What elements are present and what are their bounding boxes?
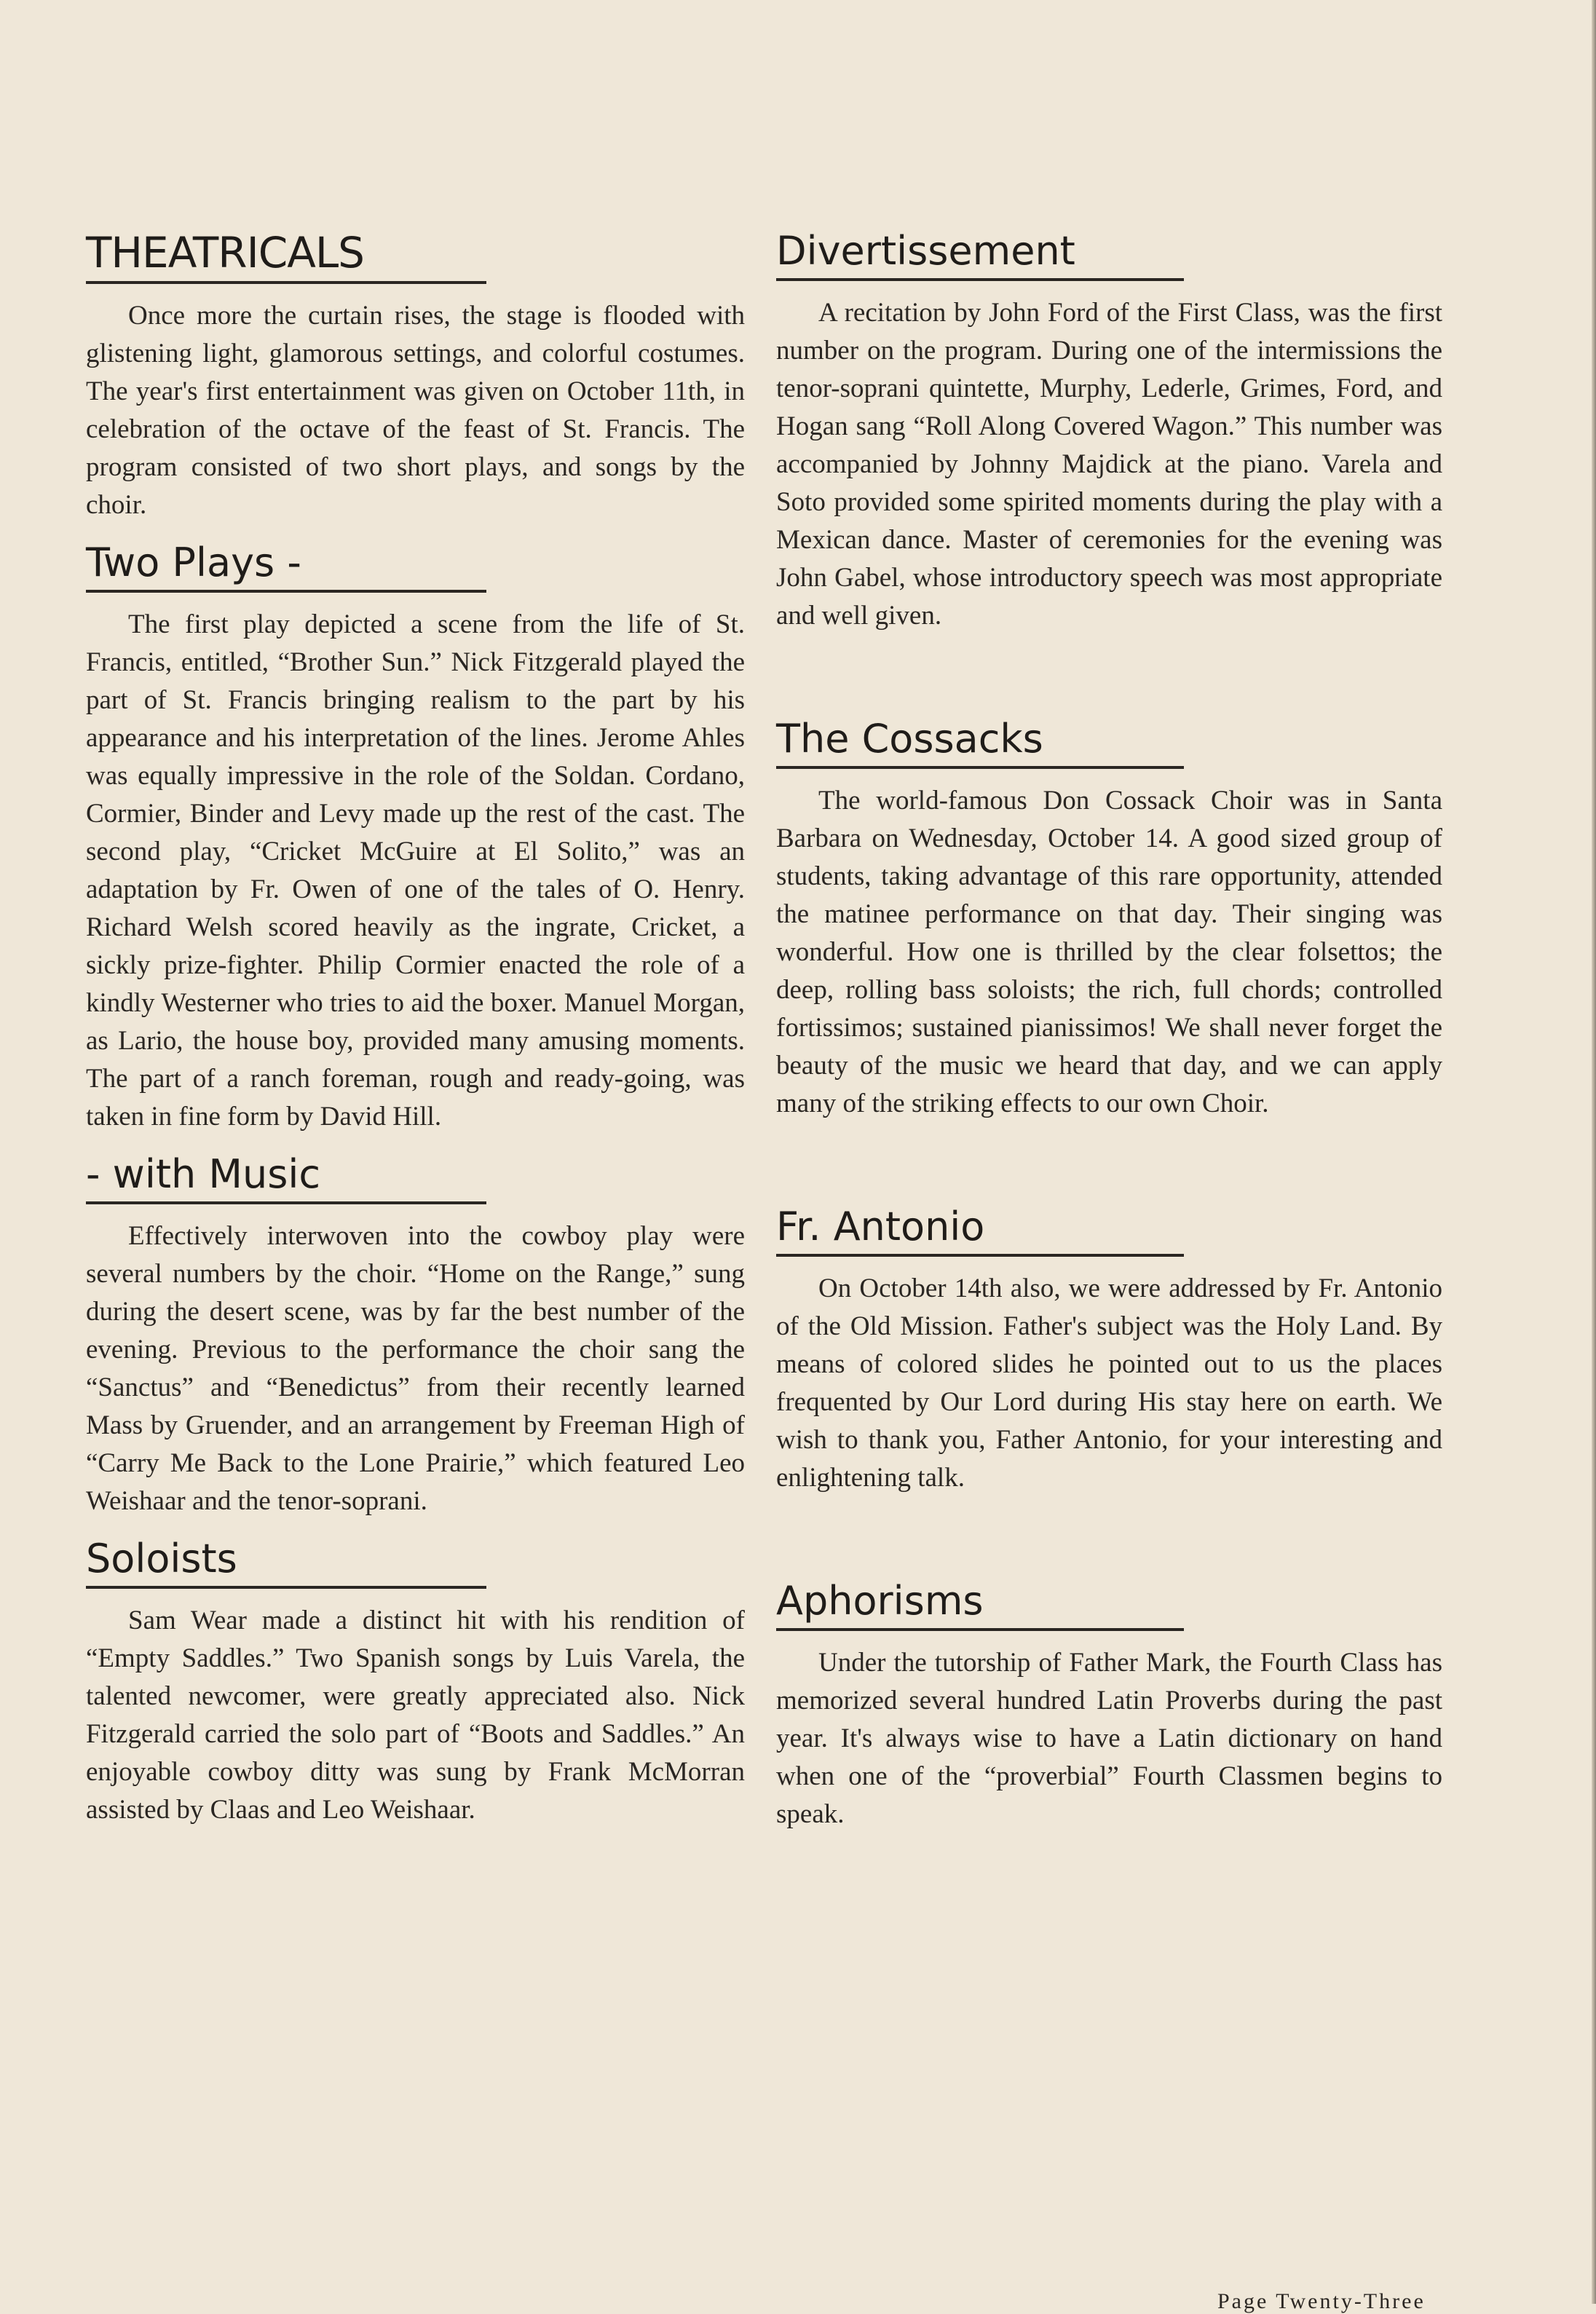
section-soloists	[86, 1535, 745, 1829]
section-body-cossacks: The world-famous Don Cossack Choir was in Santa Barbara on Wednesday, October 14. A good sized group of students, taking advantage of this rare opportunity, attended the matinee performance on that day. Their singing was wonderful. How one is thrilled by the clear folsettos; the deep, rolling bass soloists; the rich, full chords; controlled fortissimos; sustained pianissimos! We shall never forget the beauty of the music we heard that day, and we can apply many of the striking effects to our own Choir.	[776, 786, 1442, 1118]
section-aphorisms	[776, 1577, 1442, 1833]
section-heading-soloists: Soloists	[86, 1535, 486, 1589]
page-edge	[1592, 0, 1596, 2304]
section-body-aphorisms: Under the tutorship of Father Mark, the Fourth Class has memorized several hundred Latin Proverbs during the past year. It's always wise to have a Latin dictionary on hand when one of the “proverbial” Fourth Classmen begins to speak.	[776, 1648, 1442, 1829]
right-column	[776, 218, 1442, 1833]
section-heading-cossacks: The Cossacks	[776, 715, 1184, 769]
section-fr-antonio	[776, 1203, 1442, 1497]
section-body-theatricals: Once more the curtain rises, the stage is flooded with glistening light, glamorous settings, and colorful costumes. The year's first entertainment was given on October 11th, in celebration of the octave of the feast of St. Francis. The program consisted of two short plays, and songs by the choir.	[86, 301, 745, 520]
section-with-music	[86, 1150, 745, 1520]
page-number: Page Twenty-Three	[1217, 2289, 1426, 2313]
left-column	[86, 218, 745, 1829]
section-body-with-music: Effectively interwoven into the cowboy play were several numbers by the choir. “Home on the Range,” sung during the desert scene, was by far the best number of the evening. Previous to the performance the choir sang the “Sanctus” and “Benedictus” from their recently learned Mass by Gruender, and an arrangement by Freeman High of “Carry Me Back to the Lone Prairie,” which featured Leo Weishaar and the tenor-soprani.	[86, 1221, 745, 1516]
section-heading-with-music: - with Music	[86, 1150, 486, 1204]
section-heading-two-plays: Two Plays -	[86, 539, 486, 593]
section-two-plays	[86, 539, 745, 1136]
section-heading-theatricals: THEATRICALS	[86, 227, 486, 284]
section-theatricals	[86, 227, 745, 524]
section-body-fr-antonio: On October 14th also, we were addressed by Fr. Antonio of the Old Mission. Father's subject was the Holy Land. By means of colored slides he pointed out to us the places frequented by Our Lord during His stay here on earth. We wish to thank you, Father Antonio, for your interesting and enlightening talk.	[776, 1274, 1442, 1493]
section-heading-aphorisms: Aphorisms	[776, 1577, 1184, 1631]
section-heading-fr-antonio: Fr. Antonio	[776, 1203, 1184, 1257]
section-body-two-plays: The first play depicted a scene from the life of St. Francis, entitled, “Brother Sun.” Nick Fitzgerald played the part of St. Francis bringing realism to the part by his appearance and his interpretation of the lines. Jerome Ahles was equally impressive in the role of the Soldan. Cordano, Cormier, Binder and Levy made up the rest of the cast. The second play, “Cricket McGuire at El Solito,” was an adaptation by Fr. Owen of one of the tales of O. Henry. Richard Welsh scored heavily as the ingrate, Cricket, a sickly prize-fighter. Philip Cormier enacted the role of a kindly Westerner who tries to aid the boxer. Manuel Morgan, as Lario, the house boy, provided many amusing moments. The part of a ranch foreman, rough and ready-going, was taken in fine form by David Hill.	[86, 609, 745, 1132]
section-cossacks	[776, 715, 1442, 1123]
section-heading-divertissement: Divertissement	[776, 227, 1184, 281]
section-body-soloists: Sam Wear made a distinct hit with his rendition of “Empty Saddles.” Two Spanish songs by Luis Varela, the talented newcomer, were greatly appreciated also. Nick Fitzgerald carried the solo part of “Boots and Saddles.” An enjoyable cowboy ditty was sung by Frank McMorran assisted by Claas and Leo Weishaar.	[86, 1606, 745, 1825]
section-divertissement	[776, 227, 1442, 635]
section-body-divertissement: A recitation by John Ford of the First Class, was the first number on the program. During one of the intermissions the tenor-soprani quintette, Murphy, Lederle, Grimes, Ford, and Hogan sang “Roll Along Covered Wagon.” This number was accompanied by Johnny Majdick at the piano. Varela and Soto provided some spirited moments during the play with a Mexican dance. Master of ceremonies for the evening was John Gabel, whose introductory speech was most appropriate and well given.	[776, 298, 1442, 631]
